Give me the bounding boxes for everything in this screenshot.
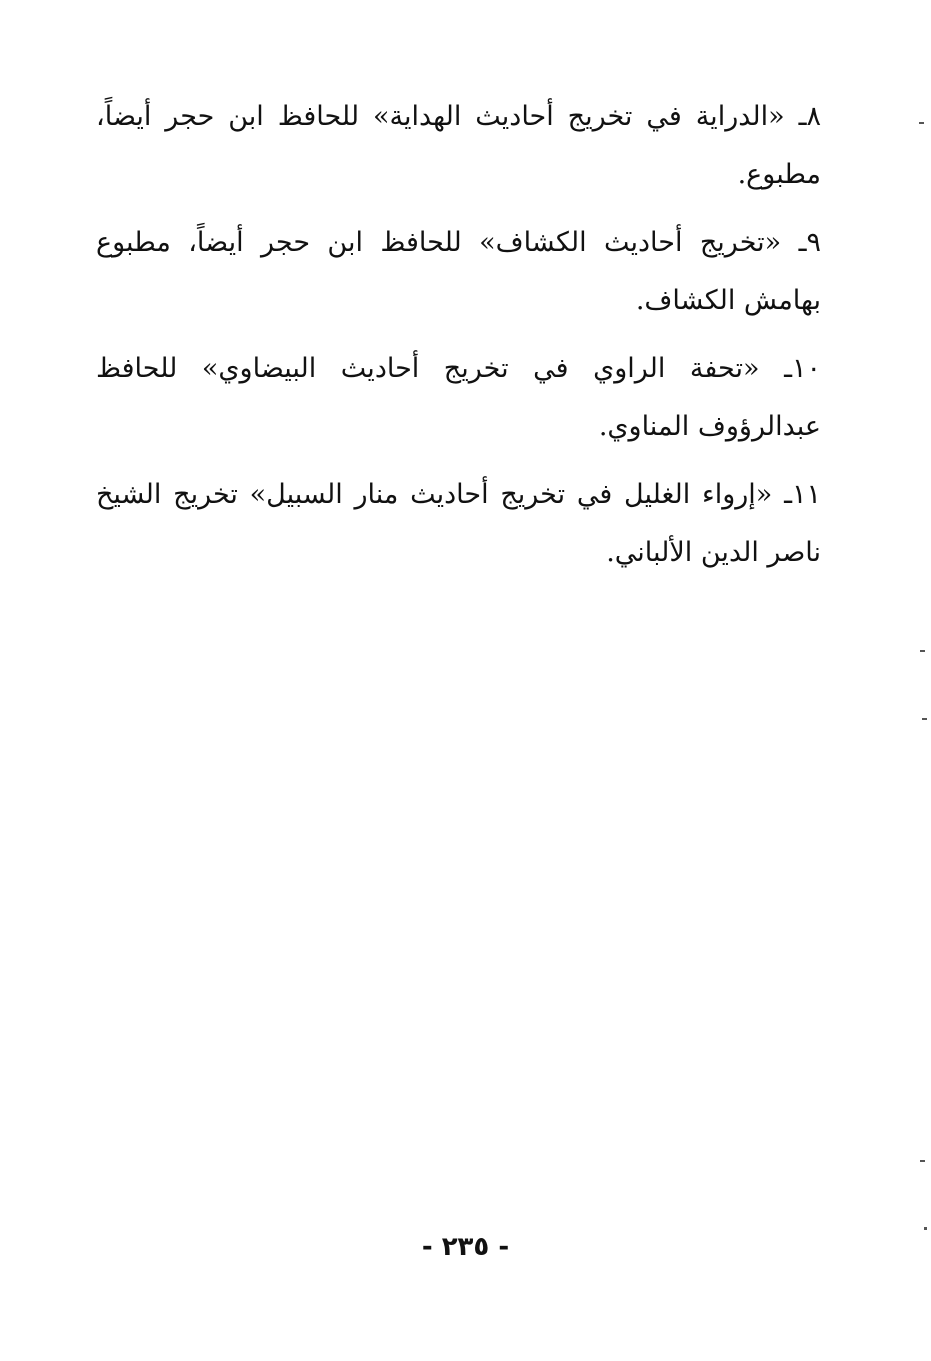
scan-speck	[919, 122, 924, 124]
scan-speck	[920, 1160, 925, 1162]
bibliography-list	[96, 88, 821, 592]
scan-speck	[920, 650, 925, 652]
page-number: - ٢٣٥ -	[421, 1232, 510, 1262]
entry-8: ٨ـ «الدراية في تخريج أحاديث الهداية» للحافظ ابن حجر أيضاً، مطبوع.	[96, 101, 821, 190]
entry-9: ٩ـ «تخريج أحاديث الكشاف» للحافظ ابن حجر أيضاً، مطبوع بهامش الكشاف.	[96, 227, 821, 316]
entry-11: ١١ـ «إرواء الغليل في تخريج أحاديث منار السبيل» تخريج الشيخ ناصر الدين الألباني.	[96, 479, 821, 568]
entry-10: ١٠ـ «تحفة الراوي في تخريج أحاديث البيضاوي» للحافظ عبدالرؤوف المناوي.	[96, 353, 821, 442]
scan-speck	[924, 1227, 927, 1230]
scan-speck	[922, 718, 927, 720]
